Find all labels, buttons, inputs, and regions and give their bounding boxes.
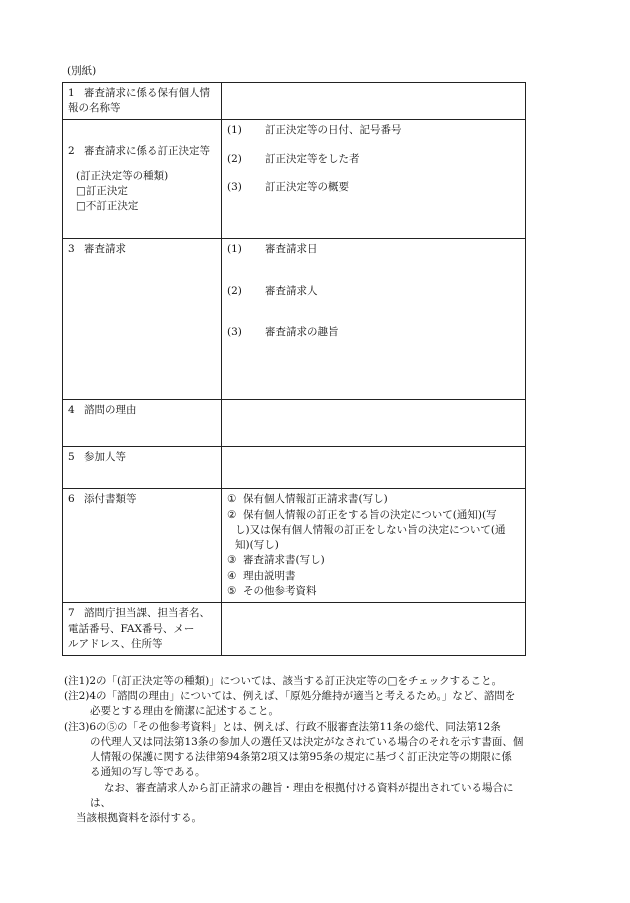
row-7-label	[63, 603, 222, 656]
list-item-continuation: し)又は保有個人情報の訂正をしない旨の決定について(通	[235, 523, 506, 536]
list-item: (1) 審査請求日	[227, 243, 318, 256]
row-7	[63, 603, 526, 656]
row-7-label-line-1: 諮問庁担当課、担当者名、	[84, 607, 210, 620]
bekki-label: (別紙)	[67, 65, 97, 77]
row-6-label-text: 添付書類等	[84, 493, 137, 506]
option-non-correction-decision[interactable]: □不訂正決定	[76, 200, 139, 213]
row-number: 1	[68, 87, 75, 99]
notes-section	[64, 674, 534, 826]
list-item-continuation: 知)(写し)	[235, 539, 279, 552]
review-request-form-table	[62, 82, 526, 656]
row-4-label	[63, 400, 222, 447]
list-item: (3) 訂正決定等の概要	[227, 180, 349, 193]
row-1-label-line-1: 審査請求に係る保有個人情	[84, 87, 210, 99]
note-3: (注3)6の⑤の「その他参考資料」とは、例えば、行政不服審査法第11条の総代、同法第12条 の代理人又は同法第13条の参加人の選任又は決定がなされている場合のそれを示す書面、個 人情報の保護に関する法律第94条第2項又は第95条の規定に基づく訂正決定等の期限に係 る通知の写し等である。	[64, 720, 524, 779]
row-1-content[interactable]	[222, 83, 526, 120]
row-4	[63, 400, 526, 447]
row-1-label	[63, 83, 222, 120]
row-number: 4	[68, 404, 75, 417]
row-4-content[interactable]	[222, 400, 526, 447]
note-2: (注2)4の「諮問の理由」については、例えば、「原処分維持が適当と考えるため。」など、諮問を 必要とする理由を簡潔に記述すること。	[64, 690, 516, 718]
row-number: 7	[68, 607, 75, 620]
row-7-label-line-3: ルアドレス、住所等	[68, 637, 163, 650]
row-6-content[interactable]	[222, 489, 526, 603]
list-item: (3) 審査請求の趣旨	[227, 325, 339, 338]
row-1	[63, 83, 526, 120]
list-item: (2) 訂正決定等をした者	[227, 152, 360, 165]
row-3-content[interactable]	[222, 239, 526, 400]
note-1: (注1)2の「(訂正決定等の種類)」については、該当する訂正決定等の□をチェックすること。	[64, 675, 503, 687]
row-3	[63, 239, 526, 400]
row-3-label-text: 審査請求	[84, 243, 126, 256]
row-2	[63, 120, 526, 239]
note-3-paragraph: なお、審査請求人から訂正請求の趣旨・理由を根拠付ける資料が提出されている場合には、 当該根拠資料を添付する。	[76, 781, 514, 824]
row-2-content[interactable]	[222, 120, 526, 239]
row-7-label-line-2: 電話番号、FAX番号、メー	[68, 622, 195, 635]
row-6-label	[63, 489, 222, 603]
row-number: 5	[68, 451, 75, 464]
row-7-content[interactable]	[222, 603, 526, 656]
row-number: 3	[68, 243, 75, 256]
row-2-label	[63, 120, 222, 239]
row-1-label-line-2: 報の名称等	[68, 102, 121, 115]
list-item: ⑤ その他参考資料	[227, 584, 317, 597]
list-item: ③ 審査請求書(写し)	[227, 554, 325, 567]
option-correction-decision[interactable]: □訂正決定	[76, 184, 128, 197]
row-6	[63, 489, 526, 603]
row-number: 2	[68, 145, 75, 158]
row-5-label	[63, 447, 222, 489]
row-5	[63, 447, 526, 489]
decision-type-title: (訂正決定等の種類)	[76, 169, 169, 182]
row-4-label-text: 諮問の理由	[84, 404, 137, 417]
list-item: ④ 理由説明書	[227, 569, 296, 582]
row-5-label-text: 参加人等	[84, 451, 126, 464]
row-2-label-text: 審査請求に係る訂正決定等	[84, 145, 210, 158]
list-item: (1) 訂正決定等の日付、記号番号	[227, 124, 402, 137]
list-item: ① 保有個人情報訂正請求書(写し)	[227, 493, 388, 506]
row-number: 6	[68, 493, 75, 506]
row-3-label	[63, 239, 222, 400]
row-5-content[interactable]	[222, 447, 526, 489]
list-item: (2) 審査請求人	[227, 284, 318, 297]
list-item: ② 保有個人情報の訂正をする旨の決定について(通知)(写	[227, 508, 497, 521]
